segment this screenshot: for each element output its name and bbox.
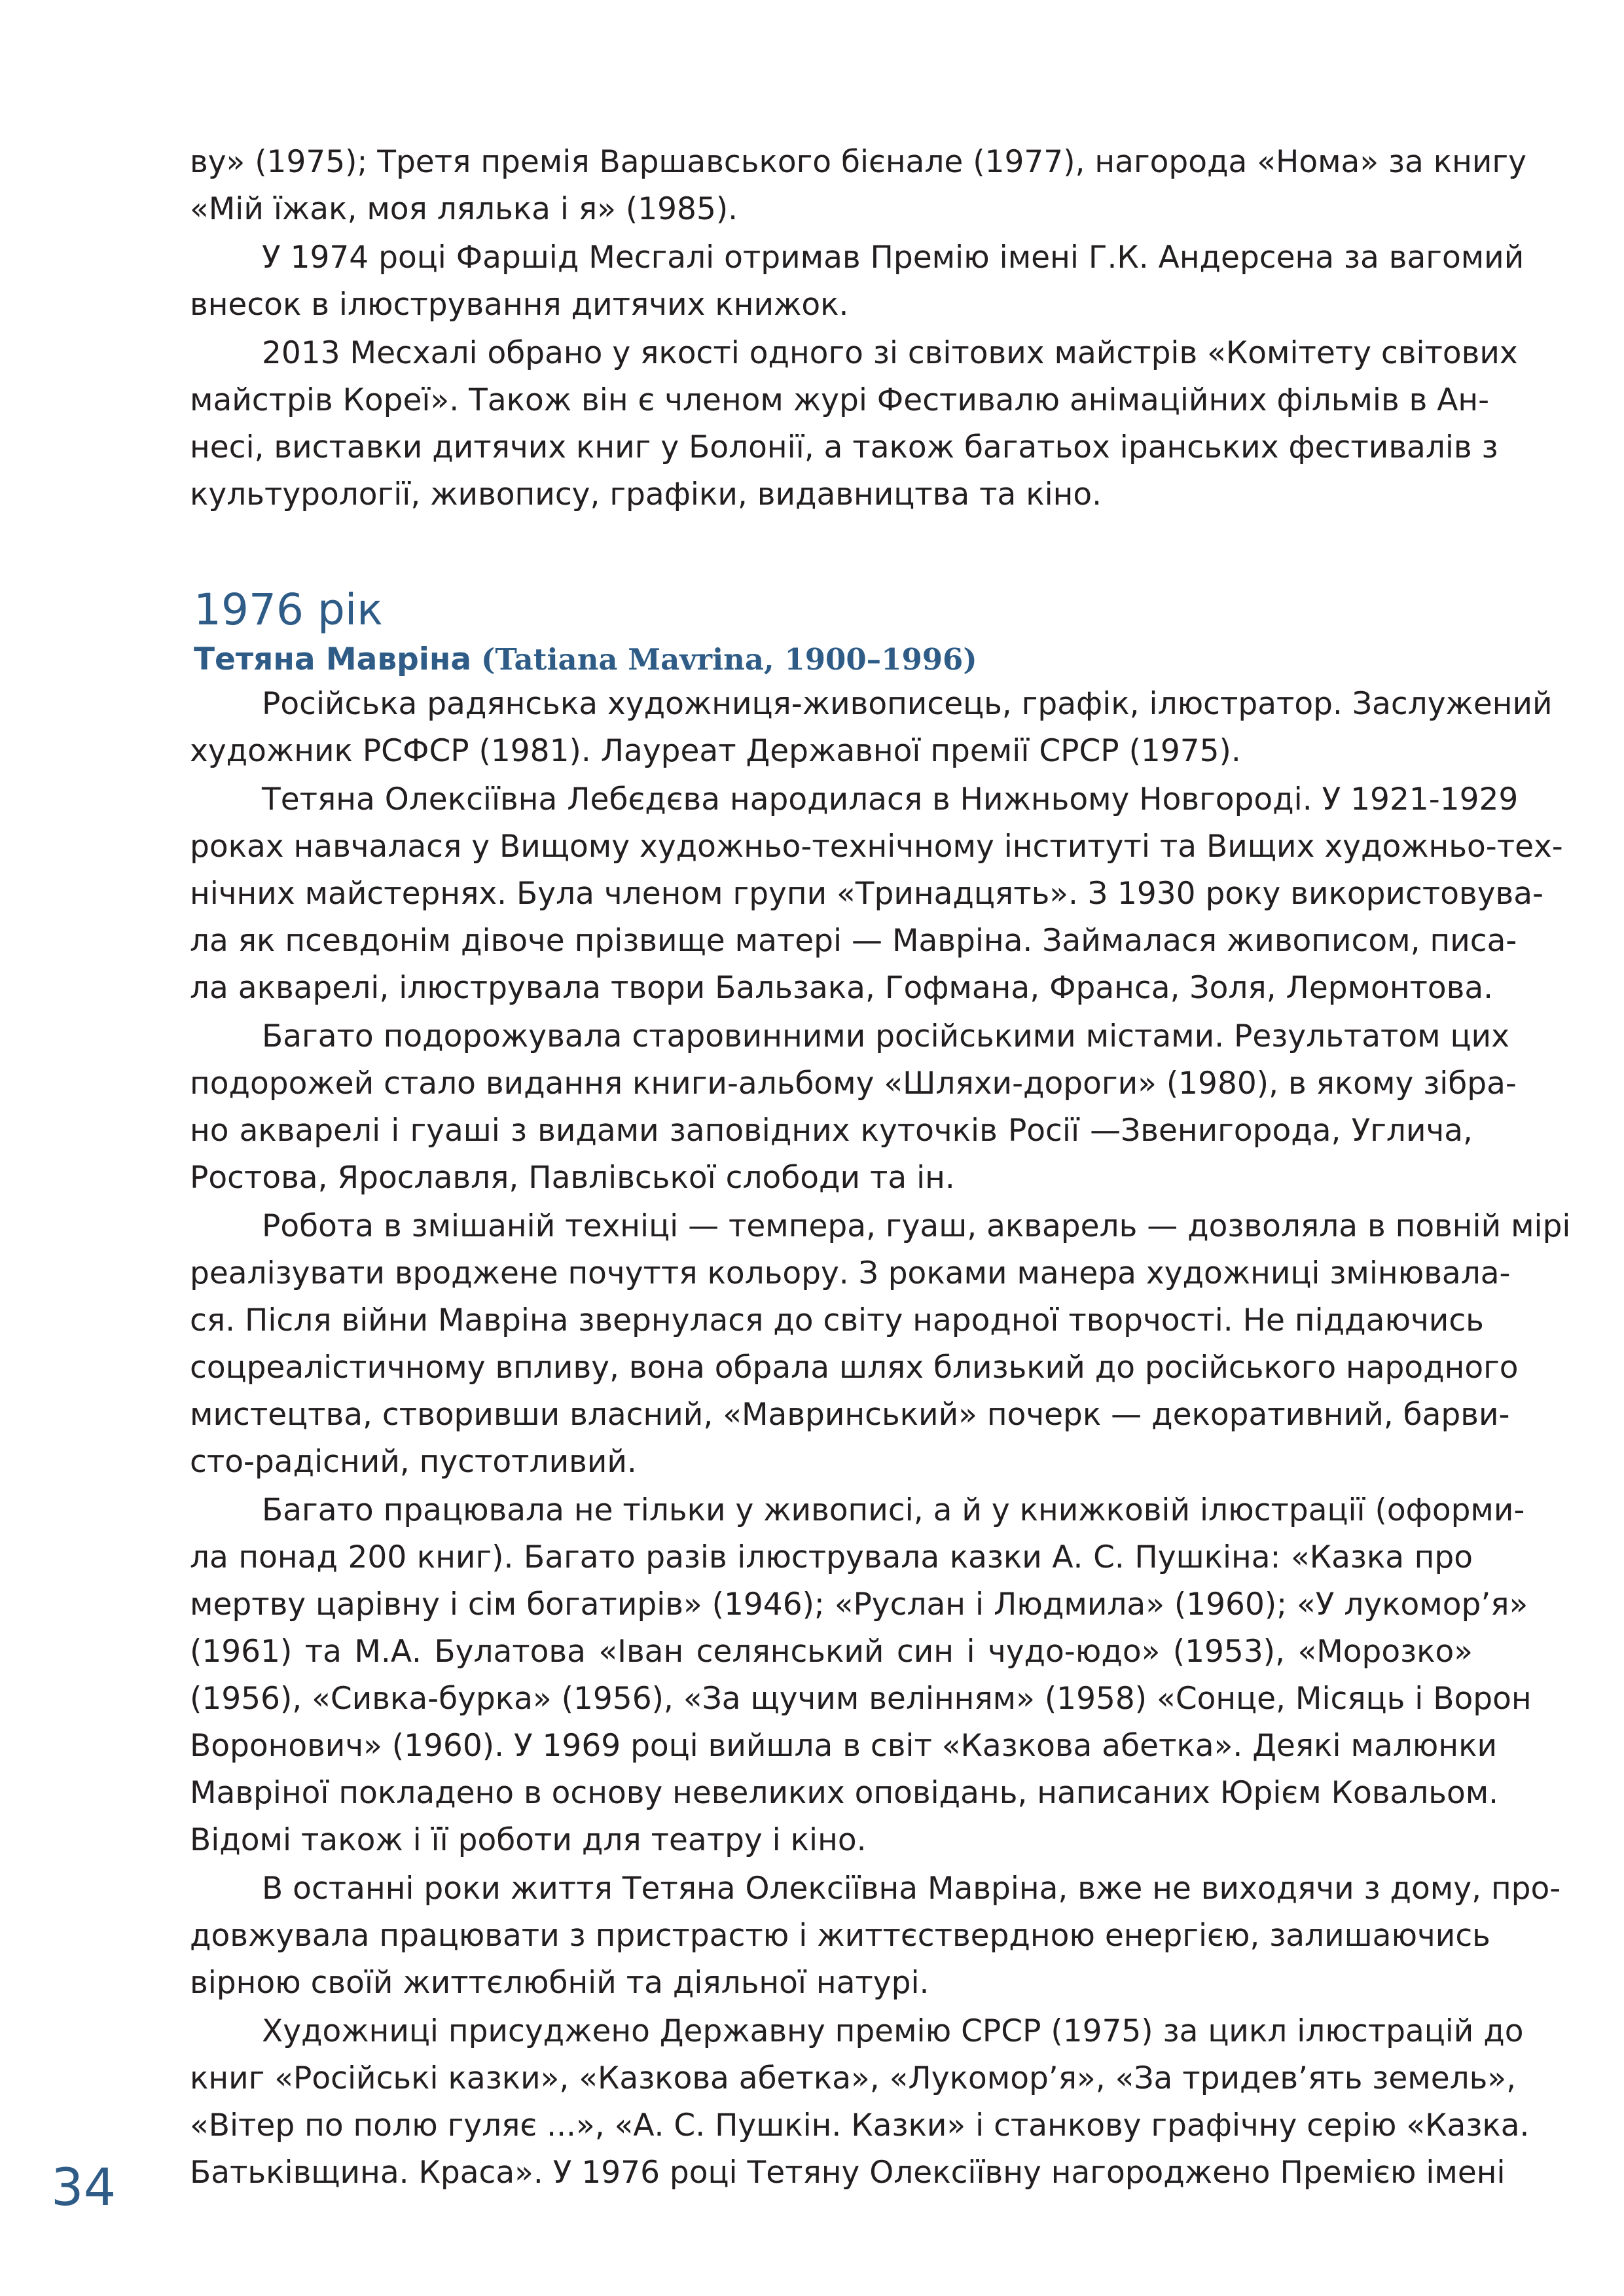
paragraph <box>190 139 1526 233</box>
text-line: ву» (1975); Третя премія Варшавського бієнале (1977), нагорода «Нома» за книгу <box>190 144 1526 180</box>
text-line: роках навчалася у Вищому художньо-технічному інституті та Вищих художньо-тех- <box>190 829 1563 865</box>
text-line: но акварелі і гуаші з видами заповідних куточків Росії —Звенигорода, Углича, <box>190 1113 1473 1149</box>
text-line: мистецтва, створивши власний, «Мавринський» почерк — декоративний, барви- <box>190 1397 1510 1433</box>
paragraph <box>190 681 1553 775</box>
text-line: Мавріної покладено в основу невеликих оповідань, написаних Юрієм Ковальом. <box>190 1775 1499 1811</box>
text-line: внесок в ілюстрування дитячих книжок. <box>190 287 849 323</box>
person-latin-name: (Tatiana Mavrina, 1900–1996) <box>481 642 977 677</box>
paragraph <box>190 1013 1517 1202</box>
text-line: «Вітер по полю гуляє ...», «А. С. Пушкін. Казки» і станкову графічну серію «Казка. <box>190 2108 1530 2144</box>
text-line: Воронович» (1960). У 1969 році вийшла в світ «Казкова абетка». Деякі малюнки <box>190 1728 1498 1764</box>
text-line: книг «Російські казки», «Казкова абетка», «Лукомор’я», «За тридев’ять земель», <box>190 2060 1517 2096</box>
text-line: художник РСФСР (1981). Лауреат Державної премії СРСР (1975). <box>190 733 1241 769</box>
paragraph <box>190 234 1525 329</box>
text-line: культурології, живопису, графіки, видавництва та кіно. <box>190 476 1102 512</box>
text-line: В останні роки життя Тетяна Олексіївна Мавріна, вже не виходячи з дому, про- <box>262 1871 1561 1907</box>
biography-text <box>190 681 1571 2197</box>
text-line: (1961) та М.А. Булатова «Іван селянський син і чудо-юдо» (1953), «Морозко» <box>190 1634 1473 1670</box>
paragraph <box>190 776 1563 1012</box>
text-line: Батьківщина. Краса». У 1976 році Тетяну Олексіївну нагороджено Премією імені <box>190 2155 1506 2191</box>
text-line: ла акварелі, ілюструвала твори Бальзака, Гофмана, Франса, Золя, Лермонтова. <box>190 970 1494 1006</box>
page-content <box>190 139 1571 2198</box>
paragraph <box>190 2008 1530 2197</box>
person-heading <box>194 639 1473 681</box>
text-line: Багато працювала не тільки у живописі, а й у книжковій ілюстрації (оформи- <box>262 1492 1525 1528</box>
text-line: вірною своїй життєлюбній та діяльної натурі. <box>190 1965 929 2001</box>
person-name: Тетяна Мавріна <box>194 641 472 677</box>
text-line: нічних майстернях. Була членом групи «Тринадцять». З 1930 року використовува- <box>190 876 1543 912</box>
paragraph <box>190 330 1518 518</box>
paragraph <box>190 1487 1532 1864</box>
text-line: Російська радянська художниця-живописець, графік, ілюстратор. Заслужений <box>262 686 1553 722</box>
text-line: соцреалістичному впливу, вона обрала шлях близький до російського народного <box>190 1350 1519 1386</box>
page-number: 34 <box>51 2159 117 2217</box>
text-line: мертву царівну і сім богатирів» (1946); «Руслан і Людмила» (1960); «У лукомор’я» <box>190 1587 1528 1623</box>
text-line: Тетяна Олексіївна Лебєдєва народилася в Нижньому Новгороді. У 1921-1929 <box>262 781 1519 817</box>
text-line: несі, виставки дитячих книг у Болонії, а також багатьох іранських фестивалів з <box>190 429 1498 465</box>
text-line: «Мій їжак, моя лялька і я» (1985). <box>190 191 738 227</box>
text-line: Багато подорожувала старовинними російськими містами. Результатом цих <box>262 1018 1509 1054</box>
text-line: ся. Після війни Мавріна звернулася до світу народної творчості. Не піддаючись <box>190 1302 1484 1338</box>
section-year-title: 1976 рік <box>194 584 384 635</box>
text-line: реалізувати вроджене почуття кольору. З роками манера художниці змінювала- <box>190 1255 1511 1291</box>
intro-text <box>190 139 1526 518</box>
text-line: У 1974 році Фаршід Месгалі отримав Премію імені Г.К. Андерсена за вагомий <box>262 240 1525 276</box>
text-line: довжувала працювати з пристрастю і життєствердною енергією, залишаючись <box>190 1918 1490 1954</box>
text-line: майстрів Кореї». Також він є членом журі Фестивалю анімаційних фільмів в Ан- <box>190 382 1490 418</box>
text-line: сто-радісний, пустотливий. <box>190 1444 637 1480</box>
text-line: подорожей стало видання книги-альбому «Шляхи-дороги» (1980), в якому зібра- <box>190 1066 1517 1102</box>
text-line: ла як псевдонім дівоче прізвище матері — Мавріна. Займалася живописом, писа- <box>190 923 1517 959</box>
text-line: Ростова, Ярославля, Павлівської слободи та ін. <box>190 1160 955 1196</box>
paragraph <box>190 1865 1561 2007</box>
paragraph <box>190 1203 1571 1486</box>
text-line: Відомі також і її роботи для театру і кіно. <box>190 1822 867 1858</box>
text-line: ла понад 200 книг). Багато разів ілюструвала казки А. С. Пушкіна: «Казка про <box>190 1539 1473 1575</box>
text-line: Робота в змішаній техніці — темпера, гуаш, акварель — дозволяла в повній мірі <box>262 1208 1571 1244</box>
text-line: Художниці присуджено Державну премію СРСР (1975) за цикл ілюстрацій до <box>262 2013 1524 2049</box>
text-line: (1956), «Сивка-бурка» (1956), «За щучим велінням» (1958) «Сонце, Місяць і Ворон <box>190 1681 1532 1717</box>
text-line: 2013 Месхалі обрано у якості одного зі світових майстрів «Комітету світових <box>262 335 1518 371</box>
